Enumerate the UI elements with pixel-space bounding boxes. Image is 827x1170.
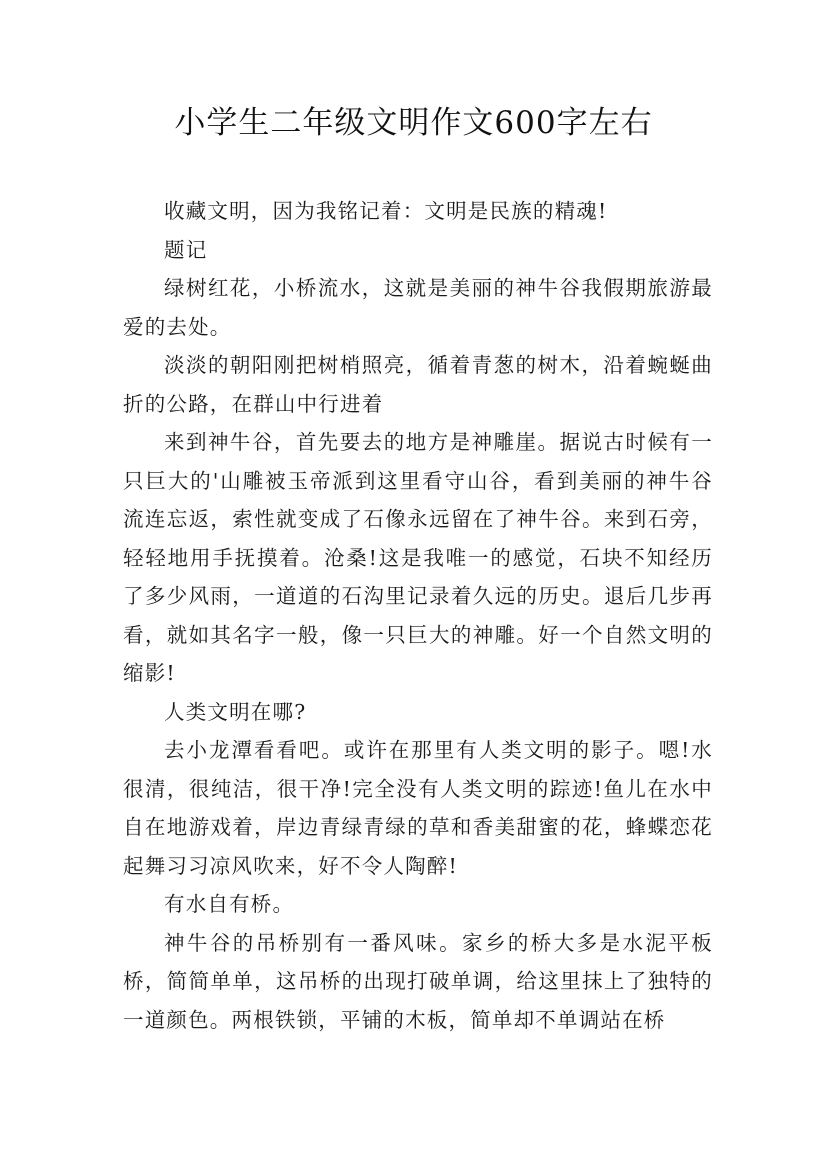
paragraph-3: 绿树红花，小桥流水，这就是美丽的神牛谷我假期旅游最爱的去处。	[123, 276, 713, 339]
document-body	[123, 192, 713, 1039]
paragraph-5: 来到神牛谷，首先要去的地方是神雕崖。据说古时候有一只巨大的'山雕被玉帝派到这里看守山谷，看到美丽的神牛谷流连忘返，索性就变成了石像永远留在了神牛谷。来到石旁，轻轻地用手抚摸着。沧桑!这是我唯一的感觉，石块不知经历了多少风雨，一道道的石沟里记录着久远的历史。退后几步再看，就如其名字一般，像一只巨大的神雕。好一个自然文明的缩影!	[123, 430, 713, 685]
paragraph-1: 收藏文明，因为我铭记着：文明是民族的精魂!	[164, 199, 608, 223]
paragraph-2: 题记	[164, 237, 208, 262]
paragraph-7: 去小龙潭看看吧。或许在那里有人类文明的影子。嗯!水很清，很纯洁，很干净!完全没有人类文明的踪迹!鱼儿在水中自在地游戏着，岸边青绿青绿的草和香美甜蜜的花，蜂蝶恋花起舞习习凉风吹来，好不令人陶醉!	[123, 738, 713, 878]
paragraph-8: 有水自有桥。	[164, 892, 295, 916]
paragraph-9: 神牛谷的吊桥别有一番风味。家乡的桥大多是水泥平板桥，简简单单，这吊桥的出现打破单调，给这里抹上了独特的一道颜色。两根铁锁，平铺的木板，简单却不单调站在桥	[123, 930, 713, 1032]
paragraph-4: 淡淡的朝阳刚把树梢照亮，循着青葱的树木，沿着蜿蜒曲折的公路，在群山中行进着	[123, 353, 713, 416]
paragraph-6: 人类文明在哪?	[164, 699, 307, 724]
document-title: 小学生二年级文明作文600字左右	[174, 105, 653, 141]
